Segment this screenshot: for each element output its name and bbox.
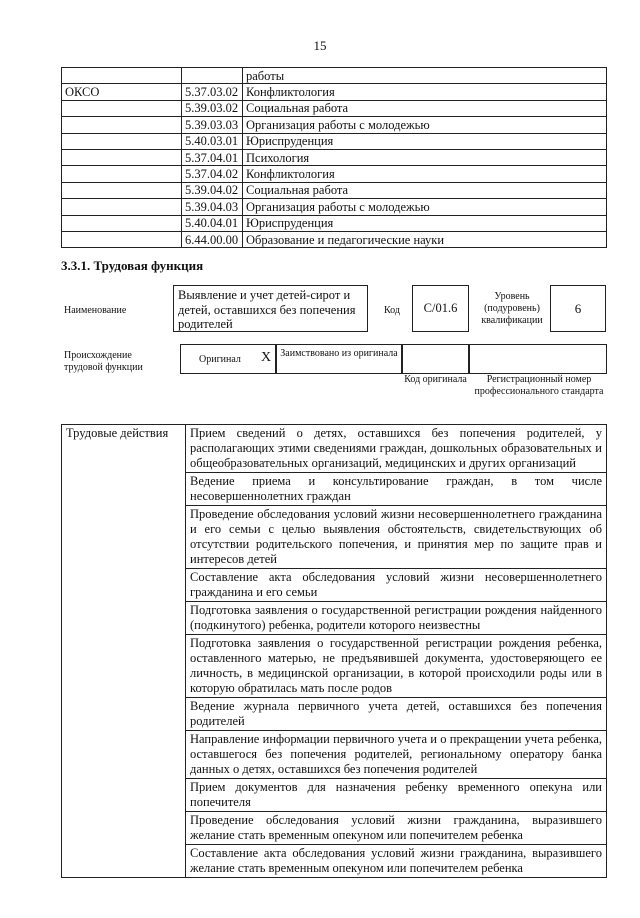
okso-code-cell: 5.37.03.02 [182, 84, 243, 100]
labor-action-item: Составление акта обследования условий жизни гражданина, выразившего желание стать временным опекуном или попечителем ребенка [186, 845, 607, 878]
okso-name-cell: Социальная работа [243, 182, 607, 198]
okso-row [62, 100, 607, 116]
okso-code-cell: 5.37.04.02 [182, 166, 243, 182]
labor-action-row [62, 425, 607, 473]
okso-label-cell [62, 117, 182, 133]
okso-row [62, 182, 607, 198]
labor-action-item: Подготовка заявления о государственной регистрации рождения найденного (подкинутого) ребенка, родители которого неизвестны [186, 602, 607, 635]
labor-actions-table [61, 424, 607, 878]
borrowed-label: Заимствовано из оригинала [280, 348, 398, 359]
okso-name-cell: Конфликтология [243, 166, 607, 182]
labor-action-item: Прием сведений о детях, оставшихся без попечения родителей, у располагающих этими сведениями граждан, дошкольных образовательных и общеобразовательных организаций, медицинских и других организаций [186, 425, 607, 473]
okso-name-cell: Организация работы с молодежью [243, 117, 607, 133]
function-name-value: Выявление и учет детей-сирот и детей, оставшихся без попечения родителей [178, 288, 356, 331]
level-value: 6 [574, 300, 582, 316]
okso-label-cell [62, 100, 182, 116]
labor-action-item: Проведение обследования условий жизни гражданина, выразившего желание стать временным опекуном или попечителем ребенка [186, 812, 607, 845]
okso-code-cell: 5.39.04.02 [182, 182, 243, 198]
okso-code-cell: 5.37.04.01 [182, 149, 243, 165]
okso-label-cell [62, 149, 182, 165]
okso-code-cell: 5.40.04.01 [182, 215, 243, 231]
okso-row [62, 231, 607, 247]
okso-row [62, 133, 607, 149]
okso-name-cell: Образование и педагогические науки [243, 231, 607, 247]
labor-action-item: Проведение обследования условий жизни несовершеннолетнего гражданина и его семьи с целью выявления обстоятельств, свидетельствующих об отсутствии родительского попечения, и принятия мер по защите прав и интересов детей [186, 506, 607, 569]
okso-code-cell: 5.39.04.03 [182, 199, 243, 215]
original-code-box [402, 344, 469, 374]
function-code-value: С/01.6 [423, 301, 458, 315]
name-label: Наименование [64, 305, 127, 316]
level-label: Уровень (подуровень) квалификации [481, 291, 543, 326]
labor-action-item: Составление акта обследования условий жизни несовершеннолетнего гражданина и его семьи [186, 569, 607, 602]
okso-name-cell: работы [243, 68, 607, 84]
okso-row [62, 68, 607, 84]
okso-row [62, 117, 607, 133]
labor-action-item: Направление информации первичного учета и о прекращении учета ребенка, оставшегося без попечения родителей, региональному оператору банка данных о детях, оставшихся без попечения родителей [186, 731, 607, 779]
page-number: 15 [313, 38, 327, 53]
code-label: Код [384, 305, 400, 316]
okso-row [62, 166, 607, 182]
function-code-box [412, 285, 469, 332]
okso-row [62, 215, 607, 231]
labor-actions-label: Трудовые действия [62, 425, 186, 878]
section-heading: 3.3.1. Трудовая функция [61, 258, 204, 273]
reg-number-box [469, 344, 607, 374]
labor-action-item: Подготовка заявления о государственной регистрации рождения ребенка, оставленного матерью, не предъявившей документа, удостоверяющего ее личность, в медицинской организации, в которой происходили роды или в которую обратилась мать после родов [186, 635, 607, 698]
okso-row [62, 199, 607, 215]
okso-label-cell [62, 182, 182, 198]
okso-name-cell: Организация работы с молодежью [243, 199, 607, 215]
okso-code-cell: 5.40.03.01 [182, 133, 243, 149]
okso-name-cell: Социальная работа [243, 100, 607, 116]
okso-name-cell: Юриспруденция [243, 215, 607, 231]
okso-code-cell [182, 68, 243, 84]
origin-label: Происхождение трудовой функции [64, 350, 143, 373]
reg-number-label: Регистрационный номер профессионального стандарта [474, 374, 604, 397]
okso-name-cell: Конфликтология [243, 84, 607, 100]
labor-action-item: Ведение журнала первичного учета детей, оставшихся без попечения родителей [186, 698, 607, 731]
original-code-label: Код оригинала [404, 374, 467, 385]
function-name-box [173, 285, 368, 332]
okso-code-cell: 6.44.00.00 [182, 231, 243, 247]
okso-label-cell [62, 166, 182, 182]
okso-label-cell [62, 133, 182, 149]
borrowed-box [276, 344, 402, 374]
okso-table [61, 67, 607, 248]
original-label: Оригинал [199, 354, 241, 365]
okso-code-cell: 5.39.03.02 [182, 100, 243, 116]
okso-label-cell [62, 231, 182, 247]
labor-action-item: Прием документов для назначения ребенку временного опекуна или попечителя [186, 779, 607, 812]
okso-label-cell [62, 199, 182, 215]
level-box [550, 285, 606, 332]
okso-row [62, 149, 607, 165]
original-mark: X [261, 350, 272, 365]
okso-code-cell: 5.39.03.03 [182, 117, 243, 133]
okso-name-cell: Юриспруденция [243, 133, 607, 149]
okso-row [62, 84, 607, 100]
okso-label-cell [62, 68, 182, 84]
okso-name-cell: Психология [243, 149, 607, 165]
labor-action-item: Ведение приема и консультирование граждан, в том числе несовершеннолетних граждан [186, 473, 607, 506]
okso-label-cell: ОКСО [62, 84, 182, 100]
okso-label-cell [62, 215, 182, 231]
original-box [180, 344, 276, 374]
